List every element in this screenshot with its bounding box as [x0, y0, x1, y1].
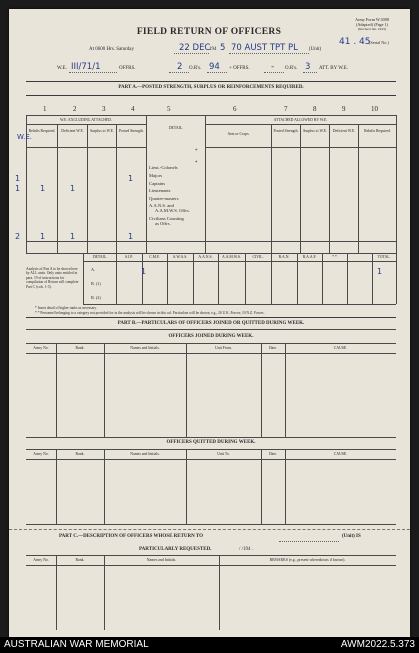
header-deficient: Deficient W.E. [61, 129, 84, 133]
quitted-bottom-rule [26, 524, 396, 525]
joined-vline [104, 343, 105, 437]
col-number-6: 6 [233, 105, 237, 113]
part-b-top-rule [26, 317, 396, 318]
year-prefix: 194 [209, 47, 217, 52]
quitted-vline [261, 449, 262, 524]
analysis-col-header: A.A.M.W.S. [222, 255, 241, 259]
part-a-title-rule [26, 95, 396, 96]
form-ref-line1: Army Form W.3008 [355, 17, 389, 22]
joined-vline [56, 343, 57, 437]
analysis-total-entry: 1 [377, 267, 383, 276]
part-c-col-header: REMARKS (e.g., present whereabouts if known). [269, 558, 346, 562]
part-c-unit-is: (Unit) IS [342, 534, 361, 539]
ors-entry: 94 [209, 62, 220, 72]
total-col1: 2 [15, 232, 21, 241]
joined-title-rule [26, 343, 396, 344]
detail-item: Lieut.-Colonels [149, 165, 178, 170]
serial-number: 41 . 45 [339, 37, 371, 47]
part-c-vline [219, 555, 220, 630]
col-number-10: 10 [371, 105, 378, 113]
total-col2: 1 [40, 232, 46, 241]
col-number-3: 3 [102, 105, 106, 113]
joined-col-header: Date. [268, 346, 278, 350]
offrs-entry: 2 [177, 62, 183, 72]
joined-col-header: CAUSE. [333, 346, 348, 350]
part-a-vline [358, 124, 359, 253]
we-label: W.E. [57, 66, 67, 71]
part-b-title-rule [26, 329, 396, 330]
header-attached-surplus: Surplus to W.E. [303, 129, 327, 133]
joined-vline [285, 343, 286, 437]
analysis-col-header: CIVIL. [252, 255, 264, 259]
hw-col3-entry: 1 [70, 184, 76, 193]
quitted-header-rule [26, 459, 396, 460]
part-c-title: PART C.—DESCRIPTION OF OFFICERS WHOSE RETURN TO [59, 534, 204, 539]
analysis-row-label: B. (1) [91, 281, 101, 286]
quitted-col-header: CAUSE. [333, 452, 348, 456]
group-header-attached: ATTACHED ALLOWED BY W.E. [273, 118, 328, 122]
quitted-col-header: Army No. [33, 452, 49, 456]
detail-item: as Offrs. [155, 220, 171, 226]
joined-vline [186, 343, 187, 437]
total-col3: 1 [70, 232, 76, 241]
ors2-underline [303, 72, 317, 73]
part-a-title: PART A.—POSTED STRENGTH, SURPLUS OR REINFORCEMENTS REQUIRED. [118, 85, 304, 90]
analysis-vline [245, 253, 246, 304]
detail-item: A.A.M.W.S. Offrs. [155, 207, 190, 213]
part-a-totals-rule [26, 241, 396, 242]
detail-item: Captains [149, 180, 166, 186]
joined-col-header: Army No. [33, 346, 49, 350]
quitted-title-rule [26, 449, 396, 450]
form-ref-line2: (Adapted) (Page 1) [355, 22, 389, 27]
ors-underline [207, 72, 227, 73]
analysis-vline [297, 253, 298, 304]
analysis-vline [167, 253, 168, 304]
col-number-7: 7 [284, 105, 288, 113]
footer-institution: AUSTRALIAN WAR MEMORIAL [4, 639, 149, 650]
total-col4: 1 [128, 232, 134, 241]
header-posted: Posted Strength. [119, 129, 144, 133]
analysis-sip-entry: 1 [141, 267, 147, 276]
quitted-col-header: Names and Initials. [130, 452, 160, 456]
header-reinforcements: Relnfts Required. [28, 129, 56, 133]
footnote: * * Personnel belonging to a category not provided for in the analysis will be shown in this col. Particulars will be shown, e.g., 20 U.K. Forces; 10 N.Z. Forces. [35, 310, 265, 315]
archive-footer [0, 637, 419, 653]
detail-item: Lieutenants [149, 188, 171, 194]
group-header-we: W.E. EXCLUDING ATTACHED. [60, 118, 112, 122]
detail-list [149, 164, 190, 226]
analysis-col-header: TOTAL. [377, 255, 391, 259]
joined-col-header: Rank. [75, 346, 85, 350]
analysis-col-header: A.W.A.S. [172, 255, 188, 259]
header-attached-deficient: Deficient W.E. [332, 129, 356, 133]
at-text: At 0600 Hrs. Saturday [89, 47, 134, 52]
we-entry: III/71/1 [71, 62, 101, 72]
unit-label: (Unit) [309, 47, 322, 52]
hw-col4-entry: 1 [128, 174, 134, 183]
serial-label: (Serial No.) [369, 40, 389, 45]
detail-item: Majors [149, 172, 163, 178]
ors2-entry: 3 [305, 62, 311, 72]
part-a-vline [87, 124, 88, 253]
analysis-col-header: S.I.P. [125, 255, 133, 259]
part-c-vline [104, 555, 105, 630]
unit-entry: 70 AUST TPT PL [231, 43, 298, 53]
analysis-vline [396, 253, 397, 304]
footer-accession: AWM2022.5.373 [340, 639, 415, 650]
analysis-vline [218, 253, 219, 304]
hw-col1-entry: 1 [15, 184, 21, 193]
analysis-vline [372, 253, 373, 304]
part-c-col-header: Rank. [75, 558, 85, 562]
analysis-col-header: R.A.N. [278, 255, 290, 259]
part-a-group-rule-left [26, 124, 146, 125]
analysis-col-header: C.M.F. [149, 255, 160, 259]
analysis-col-header: * * [332, 255, 337, 259]
part-a-vline [57, 124, 58, 253]
part-a-top-rule [26, 81, 396, 82]
att-label: ATT. BY W.E. [319, 66, 349, 71]
analysis-vline [322, 253, 323, 304]
detail-item: Quarter-masters [149, 196, 179, 202]
hw-we-margin: W.E. [17, 133, 32, 141]
form-title: FIELD RETURN OF OFFICERS [136, 27, 282, 37]
col-number-9: 9 [342, 105, 346, 113]
part-a-vline [329, 124, 330, 253]
col-number-8: 8 [313, 105, 317, 113]
header-detail: DETAIL. [168, 126, 184, 130]
part-a-vline [271, 124, 272, 253]
header-arm-corps: Arm or Corps. [227, 132, 250, 136]
quitted-vline [186, 449, 187, 524]
part-a-header-rule-left [26, 147, 146, 148]
quitted-vline [285, 449, 286, 524]
part-a-vline [116, 124, 117, 253]
joined-header-rule [26, 353, 396, 354]
part-c-col-header: Names and Initials. [146, 558, 177, 562]
part-a-vline [396, 115, 397, 253]
analysis-row-label: A. [91, 267, 96, 272]
analysis-vline [193, 253, 194, 304]
part-c-col-header: Army No. [33, 558, 49, 562]
header-attached-posted: Posted Strength. [273, 129, 299, 133]
analysis-col-header: A.A.N.S. [198, 255, 213, 259]
quitted-col-header: Date. [268, 452, 278, 456]
form-sheet [9, 9, 410, 637]
analysis-detail-header: DETAIL. [92, 255, 108, 259]
we-underline [69, 72, 117, 73]
quitted-col-header: Rank. [75, 452, 85, 456]
part-c-unit-underline [279, 541, 339, 542]
date-underline [174, 53, 209, 54]
analysis-vline [347, 253, 348, 304]
footnotes [35, 306, 395, 315]
form-reference [337, 17, 407, 32]
col-number-5: 5 [167, 105, 171, 113]
analysis-vline [142, 253, 143, 304]
detail-item: A.A.N.S. and [149, 202, 174, 208]
quitted-vline [104, 449, 105, 524]
part-c-header-rule [26, 565, 396, 566]
date-entry: 22 DEC [179, 43, 211, 53]
joined-title: OFFICERS JOINED DURING WEEK. [168, 334, 254, 339]
part-c-date-blank: / /194 . [239, 547, 254, 552]
plus-offrs-entry: - [271, 62, 275, 72]
quitted-vline [56, 449, 57, 524]
hw-col1-entry: 1 [15, 174, 21, 183]
detail-item: Civilians Counting [149, 215, 184, 221]
ors2-label: O.R's. [285, 66, 298, 71]
joined-col-header: Names and Initials. [130, 346, 160, 350]
part-c-requested: PARTICULARLY REQUESTED. [139, 547, 212, 552]
part-c-vline [56, 555, 57, 630]
analysis-col-header: R.A.A.F. [302, 255, 317, 259]
col-number-4: 4 [131, 105, 135, 113]
hw-col2-entry: 1 [40, 184, 46, 193]
ors-label: O.R's. [189, 66, 202, 71]
part-c-table-top [26, 555, 396, 556]
joined-col-header: Unit From. [215, 346, 232, 350]
analysis-vline [271, 253, 272, 304]
quitted-col-header: Unit To. [217, 452, 230, 456]
offrs-label: OFFRS. [119, 66, 136, 71]
form-ref-line3: (Revised Jan. 1943) [358, 27, 386, 31]
quitted-title: OFFICERS QUITTED DURING WEEK. [166, 440, 256, 445]
offrs-underline [169, 72, 189, 73]
analysis-row-label: B. (2) [91, 295, 101, 300]
analysis-header-rule [83, 261, 396, 262]
header-attached-reinforcements: Relnfts Required. [364, 129, 391, 133]
year-entry: 5 [220, 43, 226, 53]
plus-offrs-label: + OFFRS. [229, 66, 250, 71]
detail-asterisk: * * [195, 149, 198, 166]
col-number-2: 2 [73, 105, 77, 113]
fold-line [9, 529, 410, 530]
col-number-1: 1 [43, 105, 47, 113]
plus-offrs-underline [264, 72, 284, 73]
part-a-vline [300, 124, 301, 253]
part-a-bottom-rule [26, 253, 396, 254]
analysis-bottom-rule [83, 304, 396, 305]
footnote: * Insert detail of higher ranks as necessary. [35, 306, 97, 310]
unit-underline [229, 53, 309, 54]
part-a-vline [146, 115, 147, 253]
joined-vline [261, 343, 262, 437]
analysis-vline [83, 253, 84, 304]
analysis-vline [116, 253, 117, 304]
part-a-grid-top [26, 115, 396, 116]
joined-bottom-rule [26, 437, 396, 438]
part-b-title: PART B.—PARTICULARS OF OFFICERS JOINED OR QUITTED DURING WEEK. [117, 321, 305, 326]
analysis-note: Analysis of Part A to be shown here by ALL units. Only units entitled in para. 19 of instructions for compilation of Return will complete Part C (cols. 1-3). [26, 267, 79, 289]
header-surplus: Surplus to W.E. [90, 129, 114, 133]
